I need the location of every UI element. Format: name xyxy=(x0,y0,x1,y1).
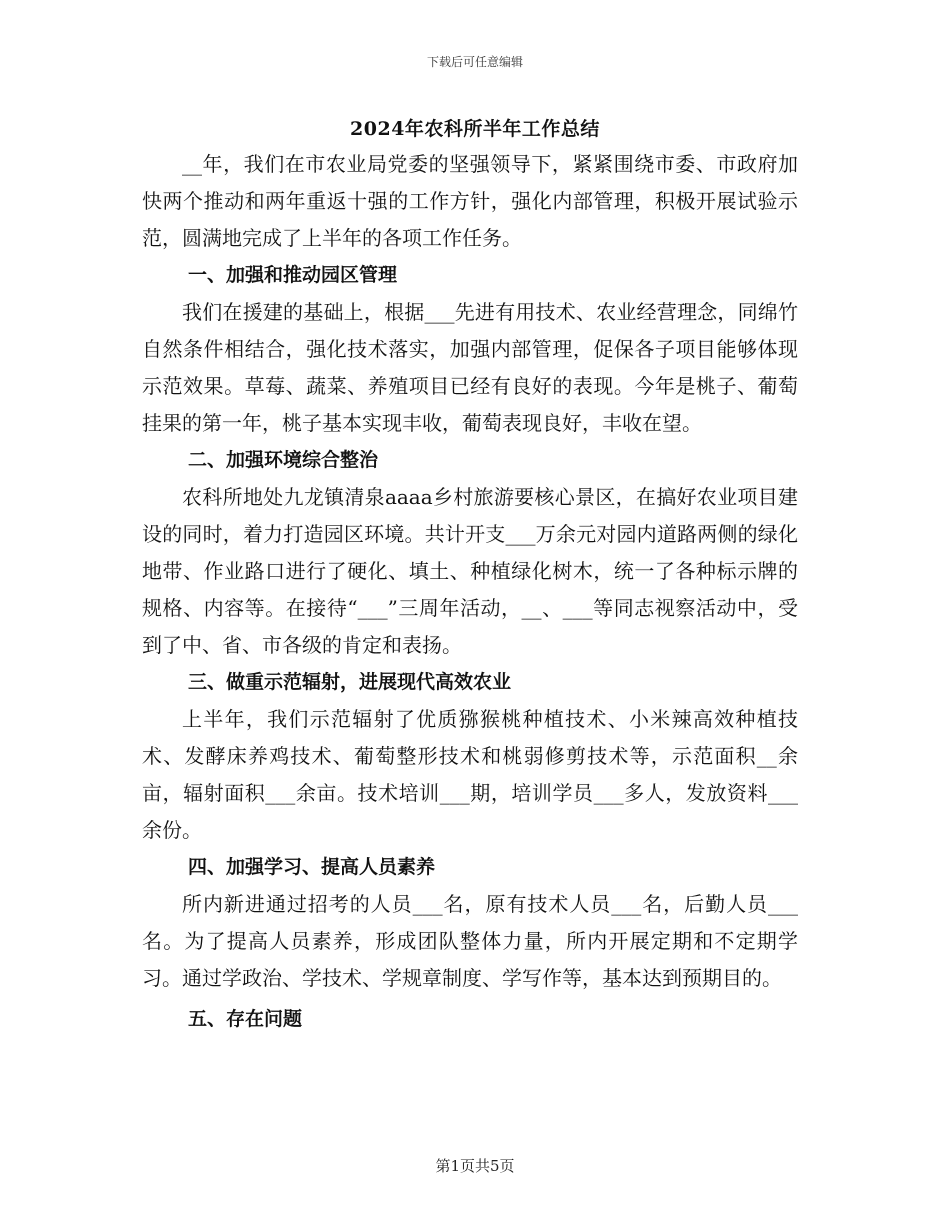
section-heading-5: 五、存在问题 xyxy=(188,1008,303,1030)
section-heading-3: 三、做重示范辐射，进展现代高效农业 xyxy=(188,671,512,693)
document-body xyxy=(142,146,798,1038)
section-body-4: 所内新进通过招考的人员___名，原有技术人员___名，后勤人员___名。为了提高人员素养，形成团队整体力量，所内开展定期和不定期学习。通过学政治、学技术、学规章制度、学写作等，基本达到预期目的。 xyxy=(142,892,798,990)
section-body-1: 我们在援建的基础上，根据___先进有用技术、农业经营理念，同绵竹自然条件相结合，强化技术落实，加强内部管理，促保各子项目能够体现示范效果。草莓、蔬菜、养殖项目已经有良好的表现。今年是桃子、葡萄挂果的第一年，桃子基本实现丰收，葡萄表现良好，丰收在望。 xyxy=(142,300,798,435)
section-body-3: 上半年，我们示范辐射了优质猕猴桃种植技术、小米辣高效种植技术、发酵床养鸡技术、葡萄整形技术和桃弱修剪技术等，示范面积__余亩，辐射面积___余亩。技术培训___期，培训学员___多人，发放资料___余份。 xyxy=(142,707,798,842)
intro-paragraph: __年，我们在市农业局党委的坚强领导下，紧紧围绕市委、市政府加快两个推动和两年重返十强的工作方针，强化内部管理，积极开展试验示范，圆满地完成了上半年的各项工作任务。 xyxy=(142,152,798,250)
section-heading-1: 一、加强和推动园区管理 xyxy=(188,264,398,286)
section-body-2: 农科所地处九龙镇清泉aaaa乡村旅游要核心景区，在搞好农业项目建设的同时，着力打造园区环境。共计开支___万余元对园内道路两侧的绿化地带、作业路口进行了硬化、填土、种植绿化树木，统一了各种标示牌的规格、内容等。在接待“___”三周年活动，__、___等同志视察活动中，受到了中、省、市各级的肯定和表扬。 xyxy=(142,485,798,657)
header-note: 下载后可任意编辑 xyxy=(426,55,523,69)
section-heading-2: 二、加强环境综合整治 xyxy=(188,449,379,471)
page-footer: 第1页共5页 xyxy=(435,1157,515,1175)
section-heading-4: 四、加强学习、提高人员素养 xyxy=(188,856,436,878)
document-title: 2024年农科所半年工作总结 xyxy=(350,118,600,140)
